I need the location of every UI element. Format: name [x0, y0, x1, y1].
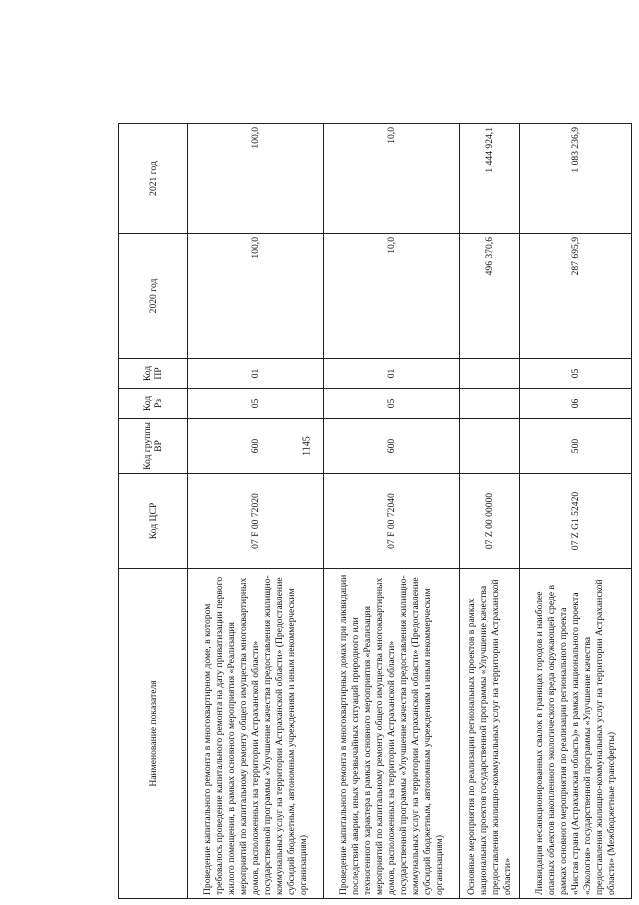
- row-csr: 07 F 00 72020: [188, 474, 324, 569]
- row-csr: 07 Z G1 52420: [520, 474, 632, 569]
- row-csr: 07 F 00 72040: [324, 474, 460, 569]
- header-csr: Код ЦСР: [119, 474, 188, 569]
- row-vr: 600: [324, 419, 460, 474]
- row-name: Проведение капитального ремонта в многоквартирном доме, в котором требовалось проведение капитального ремонта на дату приватизации первого жилого помещения, в рамках основного мероприятия «Реализация мероприятий по капитальному ремонту общего имущества многоквартирных домов, расположенных на территории Астраханской области» государственной программы «Улучшение качества предоставления жилищно-коммунальных услуг на территории Астраханской области» (Предоставление субсидий бюджетным, автономным учреждениям и иным некоммерческим организациям): [188, 569, 324, 899]
- header-rz: Код Рз: [119, 389, 188, 419]
- table-row: [188, 124, 324, 899]
- row-pr: 05: [520, 359, 632, 389]
- header-vr: Код группы ВР: [119, 419, 188, 474]
- row-csr: 07 Z 00 00000: [460, 474, 520, 569]
- row-rz: [460, 389, 520, 419]
- row-rz: 06: [520, 389, 632, 419]
- row-vr: 600: [188, 419, 324, 474]
- row-2021: 1 083 236,9: [520, 124, 632, 234]
- row-pr: 01: [188, 359, 324, 389]
- header-2020: 2020 год: [119, 234, 188, 359]
- row-2020: 10,0: [324, 234, 460, 359]
- table-row: [460, 124, 520, 899]
- table-row: [324, 124, 460, 899]
- page-number: 1145: [301, 436, 313, 456]
- row-2020: 496 370,6: [460, 234, 520, 359]
- row-2020: 287 695,9: [520, 234, 632, 359]
- row-2021: 1 444 924,1: [460, 124, 520, 234]
- header-2021: 2021 год: [119, 124, 188, 234]
- row-2021: 10,0: [324, 124, 460, 234]
- table-header-row: [119, 124, 188, 899]
- table-row: [520, 124, 632, 899]
- row-rz: 05: [324, 389, 460, 419]
- row-name: Проведение капитального ремонта в многоквартирных домах при ликвидации последствий аварии, иных чрезвычайных ситуаций природного или техногенного характера в рамках основного мероприятия «Реализация мероприятий по капитальному ремонту общего имущества многоквартирных домов, расположенных на территории Астраханской области» государственной программы «Улучшение качества предоставления жилищно-коммунальных услуг на территории Астраханской области» (Предоставление субсидий бюджетным, автономным учреждениям и иным некоммерческим организациям): [324, 569, 460, 899]
- row-2020: 100,0: [188, 234, 324, 359]
- row-name: Основные мероприятия по реализации региональных проектов в рамках национальных проектов государственной программы «Улучшение качества предоставления жилищно-коммунальных услуг на территории Астраханской области»: [460, 569, 520, 899]
- row-vr: 500: [520, 419, 632, 474]
- row-2021: 100,0: [188, 124, 324, 234]
- row-pr: [460, 359, 520, 389]
- row-pr: 01: [324, 359, 460, 389]
- row-rz: 05: [188, 389, 324, 419]
- budget-table: [118, 123, 632, 899]
- row-name: Ликвидация несанкционированных свалок в границах городов и наиболее опасных объектов накопленного экологического вреда окружающей среде в рамках основного мероприятия по реализации регионального проекта «Чистая страна (Астраханская область)» в рамках национального проекта «Экология» государственной программы «Улучшение качества предоставления жилищно-коммунальных услуг на территории Астраханской области» (Межбюджетные трансферты): [520, 569, 632, 899]
- header-pr: Код ПР: [119, 359, 188, 389]
- header-name: Наименование показателя: [119, 569, 188, 899]
- row-vr: [460, 419, 520, 474]
